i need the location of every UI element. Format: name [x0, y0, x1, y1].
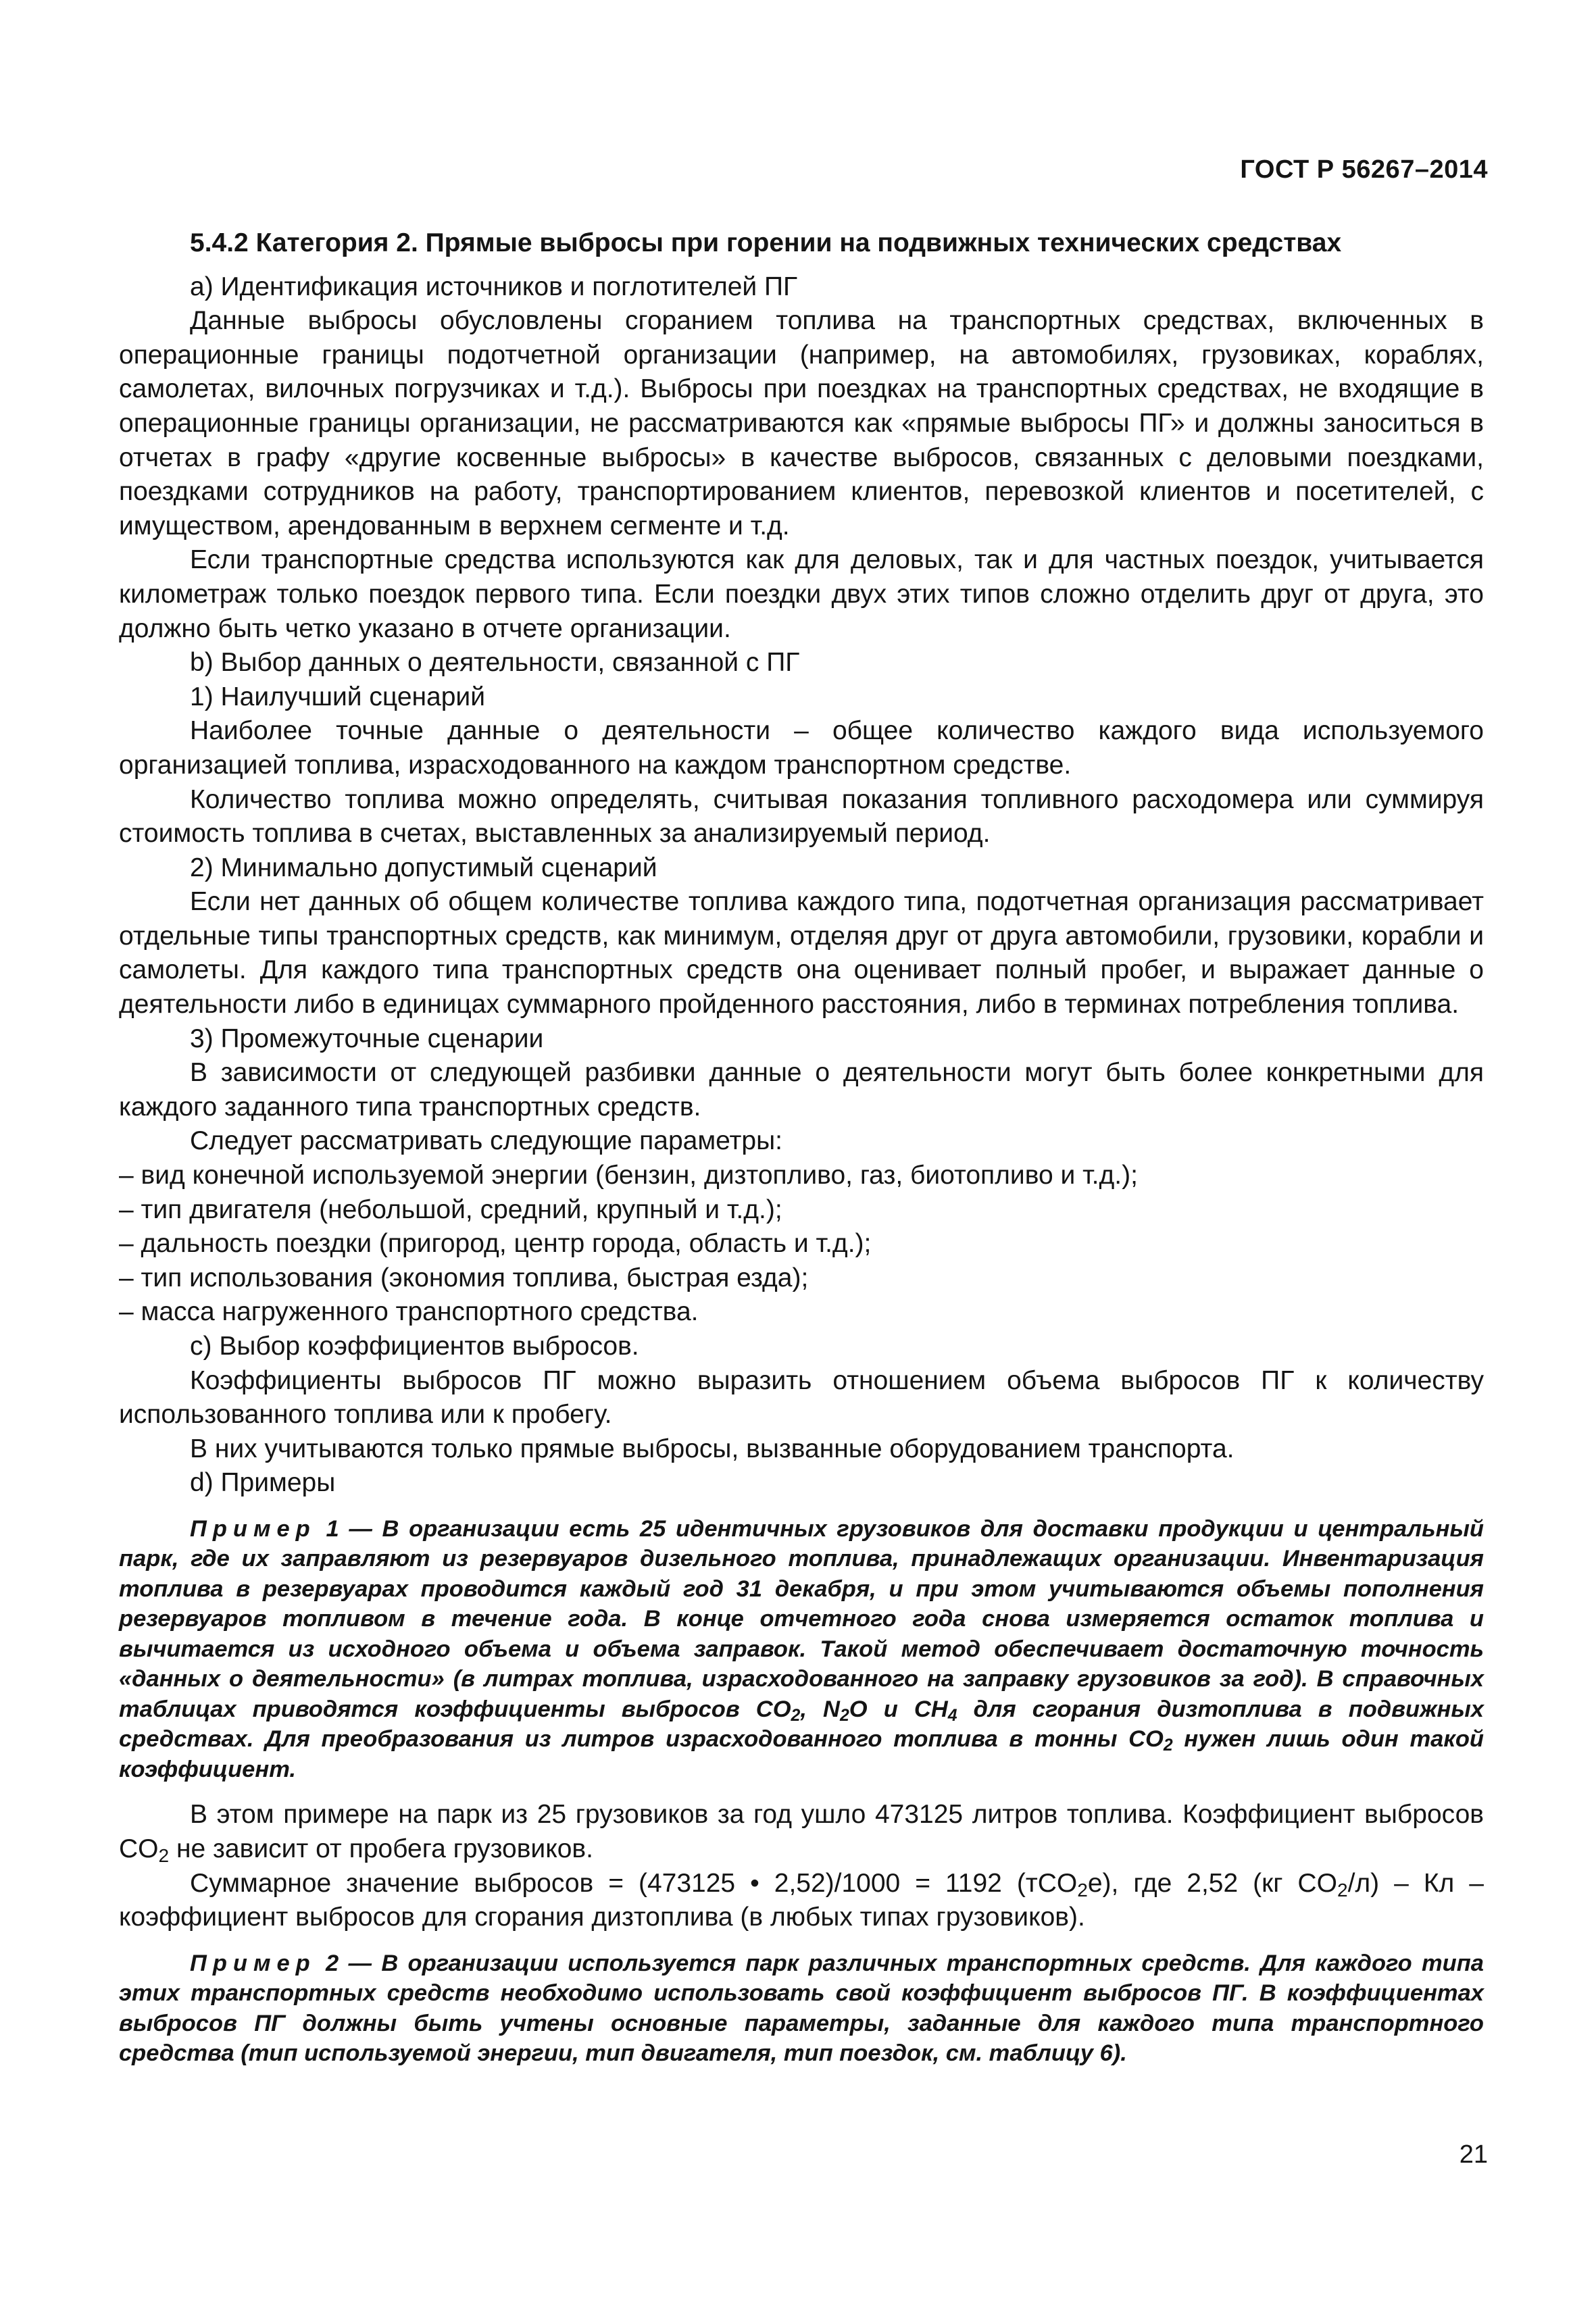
calc-paragraph: В этом примере на парк из 25 грузовиков за год ушло 473125 литров топлива. Коэффициент выбросов $CO_2$ не зависит от пробега грузовиков. [119, 1800, 1484, 1867]
list-item: – масса нагруженного транспортного средства. [119, 1297, 699, 1327]
heading-b: b) Выбор данных о деятельности, связанной с ПГ [190, 648, 800, 678]
standard-header: ГОСТ Р 56267–2014 [1240, 155, 1488, 184]
example-1: Пример 1 — В организации есть 25 идентичных грузовиков для доставки продукции и центральный парк, где их заправляют из резервуаров дизельного топлива, принадлежащих организации. Инвентаризация топлива в резервуарах проводится каждый год 31 декабря, и при этом учитываются объемы пополнения резервуаров топливом в течение года. В конце отчетного года снова измеряется остаток топлива и вычитается из исходного объема и объема заправок. Такой метод обеспечивает достаточную точность «данных о деятельности» (в литрах топлива, израсходованного на заправку грузовиков за год). В справочных таблицах приводятся коэффициенты выбросов $CO_2$, $N_2O$ и $CH_4$ для сгорания дизтоплива в подвижных средствах. Для преобразования из литров израсходованного топлива в тонны $CO_2$ нужен лишь один такой коэффициент. [119, 1515, 1484, 1782]
example-2: Пример 2 — В организации используется парк различных транспортных средств. Для каждого типа этих транспортных средств необходимо использовать свой коэффициент выбросов ПГ. В коэффициентах выбросов ПГ должны быть учтены основные параметры, заданные для каждого типа транспортного средства (тип используемой энергии, тип двигателя, тип поездок, см. таблицу 6). [119, 1950, 1484, 2067]
heading-b3: 3) Промежуточные сценарии [190, 1024, 544, 1053]
heading-d: d) Примеры [190, 1468, 336, 1498]
heading-b1: 1) Наилучший сценарий [190, 682, 485, 711]
section-title: 5.4.2 Категория 2. Прямые выбросы при горении на подвижных технических средствах [190, 228, 1342, 257]
paragraph: В зависимости от следующей разбивки данные о деятельности могут быть более конкретными для каждого заданного типа транспортных средств. [119, 1058, 1484, 1122]
heading-c: с) Выбор коэффициентов выбросов. [190, 1332, 639, 1361]
list-item: – вид конечной используемой энергии (бензин, дизтопливо, газ, биотопливо и т.д.); [119, 1161, 1138, 1190]
paragraph: Следует рассматривать следующие параметры: [190, 1126, 782, 1156]
list-item: – дальность поездки (пригород, центр города, область и т.д.); [119, 1229, 872, 1259]
heading-a: а) Идентификация источников и поглотителей ПГ [190, 272, 798, 301]
list-item: – тип двигателя (небольшой, средний, крупный и т.д.); [119, 1194, 782, 1224]
paragraph: Если транспортные средства используются как для деловых, так и для частных поездок, учитывается километраж только поездок первого типа. Если поездки двух этих типов сложно отделить друг от друга, это должно быть четко указано в отчете организации. [119, 545, 1484, 643]
document-body [119, 226, 1484, 2069]
list-item: – тип использования (экономия топлива, быстрая езда); [119, 1263, 809, 1292]
heading-b2: 2) Минимально допустимый сценарий [190, 853, 657, 882]
paragraph: Если нет данных об общем количестве топлива каждого типа, подотчетная организация рассматривает отдельные типы транспортных средств, как минимум, отделяя друг от друга автомобили, грузовики, корабли и самолеты. Для каждого типа транспортных средств она оценивает полный пробег, и выражает данные о деятельности либо в единицах суммарного пройденного расстояния, либо в терминах потребления топлива. [119, 887, 1484, 1020]
paragraph: Данные выбросы обусловлены сгоранием топлива на транспортных средствах, включенных в операционные границы подотчетной организации (например, на автомобилях, грузовиках, кораблях, самолетах, вилочных погрузчиках и т.д.). Выбросы при поездках на транспортных средствах, не входящие в операционные границы организации, не рассматриваются как «прямые выбросы ПГ» и должны заноситься в отчетах в графу «другие косвенные выбросы» в качестве выбросов, связанных с деловыми поездками, поездками сотрудников на работу, транспортированием клиентов, перевозкой клиентов и посетителей, с имуществом, арендованным в верхнем сегменте и т.д. [119, 306, 1484, 540]
calc-paragraph: Суммарное значение выбросов = (473125 • 2,52)/1000 = 1192 (тCO$_2$e), где 2,52 (кг $CO_2/л$) – Кл – коэффициент выбросов для сгорания дизтоплива (в любых типах грузовиков). [119, 1868, 1484, 1932]
paragraph: Количество топлива можно определять, считывая показания топливного расходомера или суммируя стоимость топлива в счетах, выставленных за анализируемый период. [119, 784, 1484, 849]
example-label: Пример [190, 1515, 316, 1542]
example-label: Пример [190, 1950, 316, 1976]
paragraph: Коэффициенты выбросов ПГ можно выразить отношением объема выбросов ПГ к количеству использованного топлива или к пробегу. [119, 1365, 1484, 1430]
page-number: 21 [1459, 2140, 1488, 2169]
paragraph: Наиболее точные данные о деятельности – общее количество каждого вида используемого организацией топлива, израсходованного на каждом транспортном средстве. [119, 716, 1484, 780]
paragraph: В них учитываются только прямые выбросы, вызванные оборудованием транспорта. [190, 1434, 1235, 1463]
